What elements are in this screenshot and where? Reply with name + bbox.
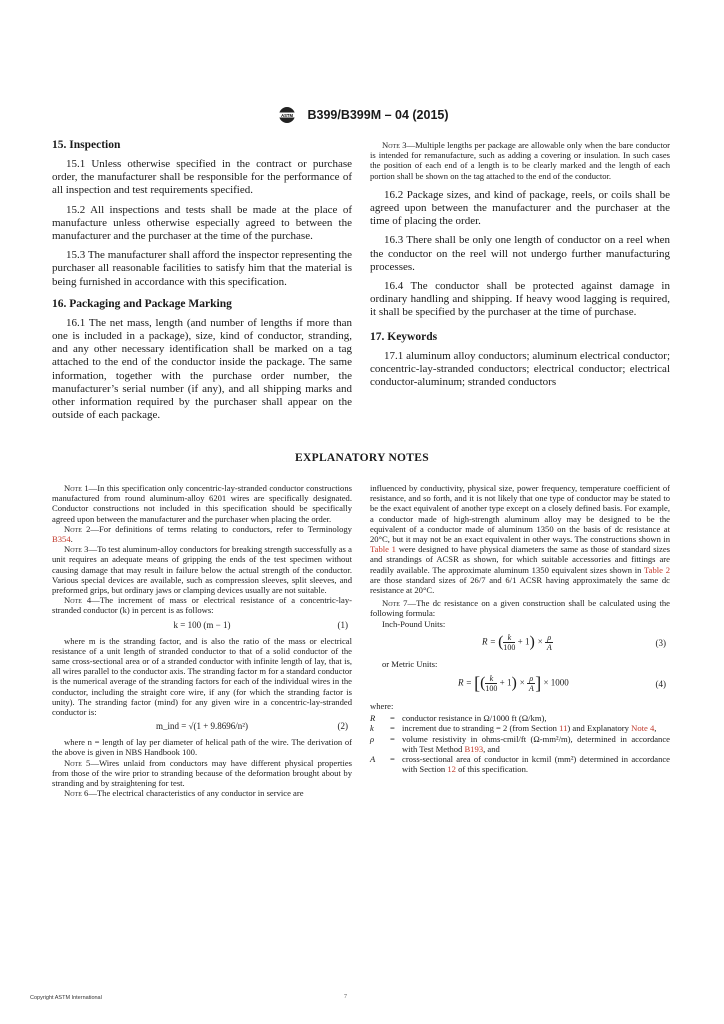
note-text: —Wires unlaid from conductors may have different physical properties from those of the wire prior to stranding because of the deformation brought about by stranding and by straightening for test. bbox=[52, 757, 352, 789]
paragraph-15-2: 15.2 All inspections and tests shall be made at the place of manufacture unless otherwise especially agreed to between the manufacturer and the purchaser at the time of the purchase. bbox=[52, 203, 352, 243]
left-column bbox=[52, 138, 352, 428]
definition-row-k: k = increment due to stranding = 2 (from Section 11) and Explanatory Note 4, bbox=[370, 723, 670, 733]
explanatory-note-4-cont bbox=[52, 636, 352, 718]
note-text: —To test aluminum-alloy conductors for breaking strength successfully as a unit requires an adequate means of gripping the ends of the test specimen without causing damage that may result in failure below the actual strength of the conductor. Various special devices are available, such as compression sleeves, split sleeves, and preformed grips, but ordinary jaws or clamping devices usually are not suitable. bbox=[52, 544, 352, 596]
note-text: —For definitions of terms relating to conductors, refer to Terminology bbox=[90, 523, 352, 534]
equation-2-number: (2) bbox=[337, 721, 348, 732]
paragraph-16-2: 16.2 Package sizes, and kind of package, reels, or coils shall be agreed upon between the manufacturer and the purchaser at the time of placing the order. bbox=[370, 188, 670, 228]
where-label bbox=[370, 701, 670, 711]
units-label-metric: or Metric Units: bbox=[382, 658, 438, 669]
svg-text:ASTM: ASTM bbox=[281, 113, 294, 119]
note-label: Note 2 bbox=[64, 523, 91, 534]
paragraph-17-1: 17.1 aluminum alloy conductors; aluminum electrical conductor; concentric-lay-stranded conductors; electrical conductor; electrical conductor-aluminum; stranded conductors bbox=[370, 349, 670, 389]
reference-link-table-1[interactable]: Table 1 bbox=[370, 544, 396, 555]
note-text: where n = length of lay per diameter of helical path of the wire. The derivation of the above is given in NBS Handbook 100. bbox=[52, 737, 352, 758]
note-3-packaging bbox=[370, 140, 670, 181]
section-17-heading: 17. Keywords bbox=[370, 330, 438, 343]
definition-symbol: k bbox=[370, 723, 374, 734]
equation-1-number: (1) bbox=[337, 619, 348, 630]
equation-1-body: k = 100 (m − 1) bbox=[173, 619, 231, 630]
metric-units-label bbox=[370, 659, 670, 669]
reference-link-b354[interactable]: B354 bbox=[52, 534, 71, 545]
definition-text bbox=[402, 754, 670, 774]
paragraph-15-1: 15.1 Unless otherwise specified in the contract or purchase order, the manufacturer shall be responsible for the performance of all inspection and test requirements specified. bbox=[52, 158, 352, 197]
equation-2-body: m_ind = √(1 + 9.8696/n²) bbox=[155, 721, 249, 732]
definition-text bbox=[402, 734, 670, 754]
equation-3-body: R = ( $\frac{k}{100}$ + 1) × $\frac{\rho}{A}$ bbox=[482, 632, 552, 652]
note-text: —The dc resistance on a given construction shall be calculated using the following formula: bbox=[370, 598, 670, 619]
explanatory-right-column bbox=[370, 483, 670, 774]
explanatory-left-column bbox=[52, 483, 352, 798]
note-text: —The increment of mass or electrical resistance of a concentric-lay-stranded conductor (k) in percent is as follows: bbox=[52, 595, 352, 616]
paragraph-15-3: 15.3 The manufacturer shall afford the inspector representing the purchaser all reasonable facilities to satisfy him that the material is being furnished in accordance with this specification. bbox=[52, 249, 352, 288]
reference-link-note-4[interactable]: Note 4 bbox=[631, 723, 655, 734]
definition-row-rho: ρ = volume resistivity in ohms-cmil/ft (Ω-mm²/m), determined in accordance with Test Method B193, and bbox=[370, 733, 670, 754]
page-header bbox=[0, 106, 724, 124]
note-text: where m is the stranding factor, and is also the ratio of the mass or electrical resistance of a unit length of stranded conductor to that of a solid conductor of the same cross-sectional area or of a stranded conductor with infinite length of lay, that is, all wires parallel to the conductor axis. The stranding factor m for a standard conductor is the numerical average of the stranding factors for each of the individual wires in the conductor, including the straight core wire, if any (for which the stranding factor is unity). The stranding factor (mind) for any given wire in a concentric-lay-stranded conductor is: bbox=[52, 635, 352, 718]
reference-link-b193[interactable]: B193 bbox=[464, 743, 484, 754]
where-text: where: bbox=[370, 701, 394, 712]
units-label-inch-pound: Inch-Pound Units: bbox=[382, 618, 446, 629]
note-text: —Multiple lengths per package are allowable only when the bare conductor is intended for remanufacture, such as adding a covering or insulation. In such cases the position of each end of a length is to be clearly marked and the length of each portion shall be shown on the tag attached to the end of the conductor. bbox=[370, 140, 670, 181]
copyright-footer: Copyright ASTM International bbox=[30, 995, 102, 1001]
definition-text-part: volume resistivity in ohms-cmil/ft (Ω-mm²/m), determined in accordance with Test Method bbox=[402, 733, 670, 754]
astm-logo-icon bbox=[275, 106, 299, 124]
definition-text bbox=[402, 723, 670, 733]
explanatory-note-1 bbox=[52, 483, 352, 616]
note-text: —The electrical characteristics of any conductor in service are bbox=[88, 788, 304, 799]
paragraph-16-4: 16.4 The conductor shall be protected against damage in ordinary handling and shipping. If heavy wood lagging is required, it shall be specified by the purchaser at the time of purchase. bbox=[370, 280, 670, 319]
explanatory-note-4-end bbox=[52, 737, 352, 798]
section-16-heading: 16. Packaging and Package Marking bbox=[52, 297, 232, 310]
note-label: Note 4 bbox=[64, 595, 92, 606]
right-column bbox=[370, 140, 670, 395]
section-15-heading: 15. Inspection bbox=[52, 139, 121, 151]
paragraph-16-1: 16.1 The net mass, length (and number of lengths if more than one is included in a package), size, kind of conductor, stranding, and any other necessary identification shall be marked on a tag attached to the end of the conductor inside the package. The same information, together with the purchase order number, the manufacturer’s serial number (if any), and all shipping marks and other information required by the purchaser shall appear on the outside of each package. bbox=[52, 316, 352, 422]
equation-4-body: R = [( $\frac{k}{100}$ + 1) × $\frac{\rho}{A}$ ] × 1000 bbox=[458, 673, 569, 694]
definition-text-part: , bbox=[654, 723, 657, 734]
note-text: . bbox=[70, 534, 73, 545]
equation-1 bbox=[52, 620, 352, 634]
equation-3-number: (3) bbox=[655, 637, 666, 648]
paragraph-16-3: 16.3 There shall be only one length of conductor on a reel when the conductor on the reel will not undergo further manufacturing processes. bbox=[370, 234, 670, 273]
definition-text-part: of this specification. bbox=[455, 764, 529, 775]
explanatory-note-6-cont bbox=[370, 483, 670, 629]
note-label: Note 7 bbox=[382, 598, 408, 609]
definition-text-part: increment due to stranding = 2 (from Section bbox=[402, 723, 560, 734]
reference-link-table-2[interactable]: Table 2 bbox=[644, 564, 670, 575]
note-text: —In this specification only concentric-lay-stranded conductor constructions manufactured from round aluminum-alloy 6201 wires are specifically designated. Conductor constructions not included in this specification should be specifically agreed upon between the manufacturer and the purchaser when placing the order. bbox=[52, 483, 352, 524]
equation-4 bbox=[370, 669, 670, 701]
definition-symbol: R bbox=[370, 713, 376, 724]
note-text: are those standard sizes of 26/7 and 6/1 ACSR having approximately the same dc resistance at 20°C. bbox=[370, 574, 670, 596]
note-label: Note 1 bbox=[64, 483, 89, 493]
note-label: Note 5 bbox=[64, 757, 91, 768]
page-number: 7 bbox=[344, 994, 347, 1000]
definition-text: conductor resistance in Ω/1000 ft (Ω/km), bbox=[402, 713, 547, 724]
note-text: influenced by conductivity, physical size, power frequency, temperature coefficient of resistance, and so forth, and it is not likely that one type of conductor may be stated to be the exact equivalent of another type except on a closely defined basis. For example, a conductor made of high-strength aluminum alloy may be designed to be the equivalent of a conductor made of aluminum 1350 on the basis of dc resistance at 20°C, but it may not be an exact equivalent in other ways. The constructions shown in bbox=[370, 483, 670, 545]
definition-symbol: ρ bbox=[370, 733, 375, 744]
note-label: Note 3 bbox=[382, 140, 407, 150]
definition-row-a: A = cross-sectional area of conductor in kcmil (mm²) determined in accordance with Section 12 of this specification. bbox=[370, 754, 670, 775]
note-text: were designed to have physical diameters the same as those of standard sizes and strandings of ACSR as shown, for which suitable accessories and fittings are readily available. The approximate aluminum 1350 equivalent sizes shown in bbox=[370, 544, 670, 575]
reference-link-section-11[interactable]: 11 bbox=[559, 723, 568, 734]
note-label: Note 3 bbox=[64, 544, 89, 555]
equation-4-number: (4) bbox=[655, 679, 666, 690]
document-designation: B399/B399M – 04 (2015) bbox=[307, 108, 449, 123]
definition-text-part: , and bbox=[483, 743, 500, 754]
note-label: Note 6 bbox=[64, 788, 89, 799]
definition-row-r: R = conductor resistance in Ω/1000 ft (Ω/km), bbox=[370, 713, 670, 723]
equation-3 bbox=[370, 629, 670, 659]
reference-link-section-12[interactable]: 12 bbox=[447, 764, 456, 775]
definition-text-part: ) and Explanatory bbox=[567, 723, 632, 734]
equation-2 bbox=[52, 721, 352, 735]
definition-symbol: A bbox=[370, 754, 376, 765]
definition-text-part: cross-sectional area of conductor in kcmil (mm²) determined in accordance with Section bbox=[402, 754, 670, 775]
explanatory-notes-title: EXPLANATORY NOTES bbox=[295, 452, 429, 464]
